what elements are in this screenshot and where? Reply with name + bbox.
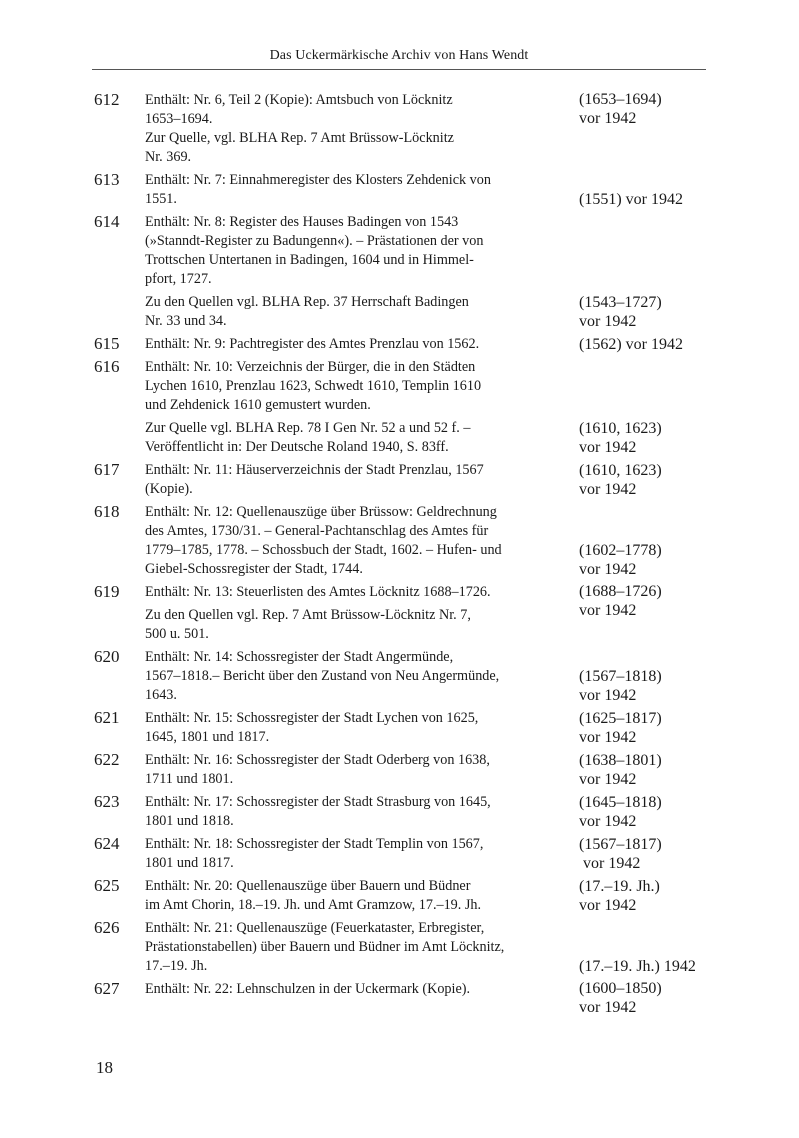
description-line: 1551. [145,191,177,207]
header-rule [92,69,706,70]
entry-description [145,502,579,579]
archive-entry [94,460,714,499]
date-line: vor 1942 [579,813,637,830]
entry-description [145,647,579,705]
page-number: 18 [96,1058,113,1077]
source-note-line: Zu den Quellen vgl. BLHA Rep. 37 Herrschaft Badingen [145,294,469,310]
description-line: und Zehdenick 1610 gemustert wurden. [145,397,371,413]
archive-entry [94,212,714,331]
description-line: Enthält: Nr. 8: Register des Hauses Badingen von 1543 [145,214,459,230]
description-line: 1801 und 1818. [145,813,234,829]
entry-number: 621 [94,708,120,727]
description-line: 1801 und 1817. [145,855,234,871]
description-line: 17.–19. Jh. [145,958,208,974]
date-line: (1600–1850) [579,980,662,997]
date-line: vor 1942 [579,999,637,1016]
date-line: (1567–1818) [579,668,662,685]
entry-number: 620 [94,647,120,666]
source-note-line: Veröffentlicht in: Der Deutsche Roland 1940, S. 83ff. [145,439,449,455]
entry-number: 627 [94,979,120,998]
entry-date [579,876,714,915]
date-line: vor 1942 [579,110,637,127]
date-line: (1567–1817) [579,836,662,853]
archive-entry [94,647,714,705]
date-line: (1551) vor 1942 [579,191,683,208]
date-line: (1543–1727) [579,294,662,311]
archive-entry [94,750,714,789]
source-note-line: Zu den Quellen vgl. Rep. 7 Amt Brüssow-Löcknitz Nr. 7, [145,607,471,623]
date-line: vor 1942 [579,439,637,456]
description-line: Enthält: Nr. 18: Schossregister der Stadt Templin von 1567, [145,836,484,852]
entry-number: 614 [94,212,120,231]
entry-number: 626 [94,918,120,937]
entry-number: 623 [94,792,120,811]
entry-description [145,792,579,831]
entry-date [579,212,714,331]
source-note [145,606,575,644]
date-line: (1645–1818) [579,794,662,811]
description-line: Enthält: Nr. 22: Lehnschulzen in der Uckermark (Kopie). [145,981,471,997]
date-line: (1688–1726) [579,583,662,600]
entry-description [145,334,579,354]
entry-description [145,918,579,976]
description-line: Enthält: Nr. 17: Schossregister der Stadt Strasburg von 1645, [145,794,491,810]
description-line: 1779–1785, 1778. – Schossbuch der Stadt, 1602. – Hufen- und [145,542,502,558]
description-line: Enthält: Nr. 11: Häuserverzeichnis der Stadt Prenzlau, 1567 [145,462,484,478]
entry-list [94,90,714,1020]
source-note-line: Nr. 33 und 34. [145,313,227,329]
description-line: 1645, 1801 und 1817. [145,729,270,745]
entry-date [579,90,714,167]
description-line: im Amt Chorin, 18.–19. Jh. und Amt Gramzow, 17.–19. Jh. [145,897,482,913]
description-line: Enthält: Nr. 20: Quellenauszüge über Bauern und Büdner [145,878,471,894]
description-line: des Amtes, 1730/31. – General-Pachtanschlag des Amtes für [145,523,489,539]
entry-number: 615 [94,334,120,353]
date-line: (17.–19. Jh.) [579,878,660,895]
date-line: vor 1942 [579,687,637,704]
description-line: Enthält: Nr. 16: Schossregister der Stadt Oderberg von 1638, [145,752,490,768]
entry-date [579,357,714,457]
description-line: pfort, 1727. [145,271,212,287]
date-line: (1562) vor 1942 [579,336,683,353]
date-line: (1602–1778) [579,542,662,559]
entry-date [579,582,714,644]
description-line: 1711 und 1801. [145,771,234,787]
description-line: Enthält: Nr. 15: Schossregister der Stadt Lychen von 1625, [145,710,479,726]
archive-entry [94,834,714,873]
entry-date [579,647,714,705]
entry-description [145,708,579,747]
date-line: vor 1942 [579,602,637,619]
date-line: (1610, 1623) [579,420,662,437]
date-line: (1625–1817) [579,710,662,727]
entry-date [579,792,714,831]
entry-number: 625 [94,876,120,895]
description-line: Enthält: Nr. 14: Schossregister der Stadt Angermünde, [145,649,454,665]
entry-description [145,90,579,167]
description-line: Prästationstabellen) über Bauern und Büdner im Amt Löcknitz, [145,939,505,955]
entry-description [145,460,579,499]
description-line: Enthält: Nr. 6, Teil 2 (Kopie): Amtsbuch von Löcknitz [145,92,453,108]
source-note-line: 500 u. 501. [145,626,209,642]
description-line: Lychen 1610, Prenzlau 1623, Schwedt 1610, Templin 1610 [145,378,482,394]
archive-entry [94,502,714,579]
entry-date [579,708,714,747]
description-line: Enthält: Nr. 12: Quellenauszüge über Brüssow: Geldrechnung [145,504,497,520]
description-line: (»Stanndt-Register zu Badungenn«). – Prästationen der von [145,233,484,249]
archive-entry [94,708,714,747]
archive-entry [94,90,714,167]
archive-entry [94,876,714,915]
entry-date [579,979,714,1017]
date-line: vor 1942 [579,481,637,498]
source-note [145,419,575,457]
source-note [145,293,575,331]
description-line: Enthält: Nr. 7: Einnahmeregister des Klosters Zehdenick von [145,172,491,188]
description-line: 1653–1694. [145,111,213,127]
entry-description [145,357,579,457]
description-line: 1567–1818.– Bericht über den Zustand von Neu Angermünde, [145,668,500,684]
entry-description [145,582,579,644]
date-line: vor 1942 [579,313,637,330]
description-line: Enthält: Nr. 10: Verzeichnis der Bürger, die in den Städten [145,359,476,375]
entry-number: 618 [94,502,120,521]
description-line: Nr. 369. [145,149,192,165]
description-line: 1643. [145,687,177,703]
date-line: vor 1942 [579,561,637,578]
description-line: (Kopie). [145,481,193,497]
entry-number: 622 [94,750,120,769]
archive-entry [94,334,714,354]
description-line: Enthält: Nr. 21: Quellenauszüge (Feuerkataster, Erbregister, [145,920,485,936]
entry-date [579,918,714,976]
archive-entry [94,979,714,1017]
description-line: Giebel-Schossregister der Stadt, 1744. [145,561,363,577]
entry-number: 612 [94,90,120,109]
date-line: vor 1942 [579,729,637,746]
entry-date [579,460,714,499]
date-line: vor 1942 [579,771,637,788]
running-title: Das Uckermärkische Archiv von Hans Wendt [269,48,529,63]
archive-entry [94,792,714,831]
archive-entry [94,357,714,457]
entry-description [145,876,579,915]
description-line: Zur Quelle, vgl. BLHA Rep. 7 Amt Brüssow-Löcknitz [145,130,454,146]
entry-date [579,750,714,789]
entry-number: 613 [94,170,120,189]
date-line: (17.–19. Jh.) 1942 [579,958,696,975]
entry-description [145,212,579,331]
description-line: Trottschen Untertanen in Badingen, 1604 und in Himmel- [145,252,474,268]
entry-number: 619 [94,582,120,601]
entry-date [579,334,714,354]
archive-entry [94,170,714,209]
date-line: vor 1942 [579,855,641,872]
archive-entry [94,582,714,644]
date-line: vor 1942 [579,897,637,914]
entry-number: 617 [94,460,120,479]
archive-entry [94,918,714,976]
entry-date [579,502,714,579]
entry-description [145,750,579,789]
source-note-line: Zur Quelle vgl. BLHA Rep. 78 I Gen Nr. 52 a und 52 f. – [145,420,471,436]
entry-description [145,979,579,1017]
date-line: (1653–1694) [579,91,662,108]
entry-description [145,834,579,873]
entry-number: 624 [94,834,120,853]
description-line: Enthält: Nr. 13: Steuerlisten des Amtes Löcknitz 1688–1726. [145,584,491,600]
entry-date [579,834,714,873]
entry-number: 616 [94,357,120,376]
entry-date [579,170,714,209]
entry-description [145,170,579,209]
description-line: Enthält: Nr. 9: Pachtregister des Amtes Prenzlau von 1562. [145,336,480,352]
date-line: (1610, 1623) [579,462,662,479]
date-line: (1638–1801) [579,752,662,769]
